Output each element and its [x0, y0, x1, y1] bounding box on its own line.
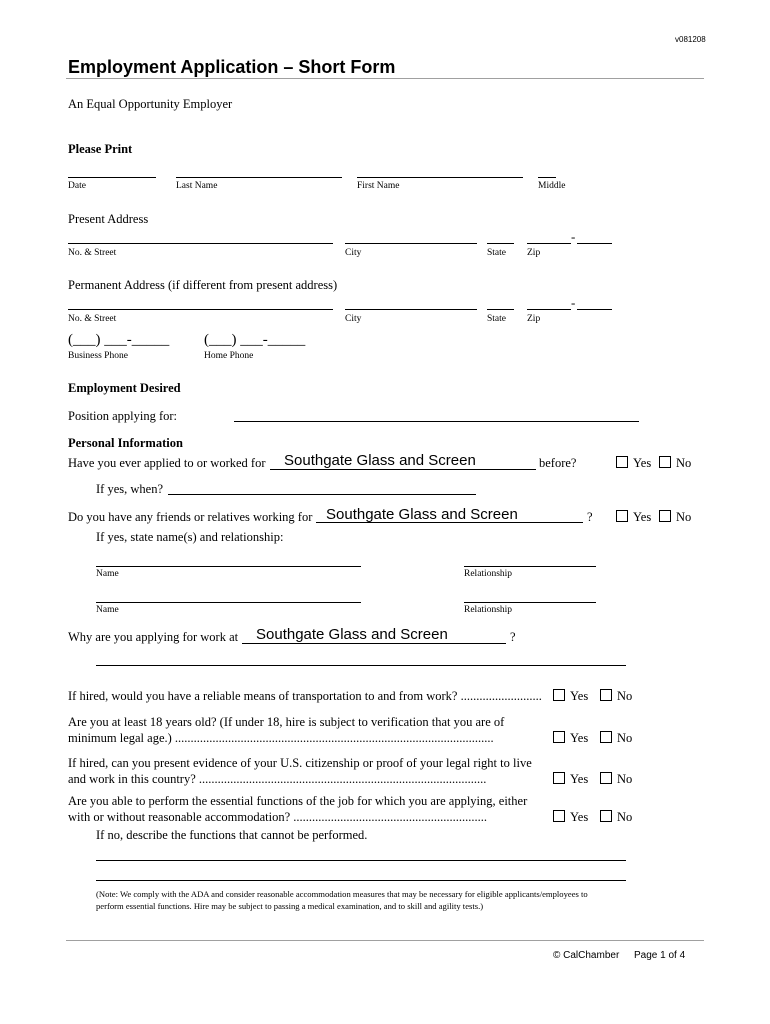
permanent-state-field[interactable] — [487, 309, 514, 310]
transport-question: If hired, would you have a reliable means of transportation to and from work? .......................... — [68, 689, 542, 703]
functions-answer-field-1[interactable] — [96, 860, 626, 861]
date-field[interactable] — [68, 177, 156, 178]
zip-dash: - — [571, 229, 576, 244]
business-phone-field[interactable]: (___) ___-_____ — [68, 332, 170, 348]
permanent-city-label: City — [345, 314, 362, 324]
functions-question-line2: with or without reasonable accommodation? .............................................................. — [68, 810, 488, 824]
version-code: v081208 — [675, 35, 706, 44]
if-yes-state-label: If yes, state name(s) and relationship: — [96, 530, 284, 544]
relative-name-field-2[interactable] — [96, 602, 361, 603]
footer-page-number: Page 1 of 4 — [634, 950, 686, 961]
page-title: Employment Application – Short Form — [68, 57, 396, 77]
applied-company-value[interactable]: Southgate Glass and Screen — [284, 452, 476, 469]
permanent-zip-ext-field[interactable] — [577, 309, 612, 310]
position-label: Position applying for: — [68, 409, 178, 423]
citizen-yes-label: Yes — [570, 772, 589, 786]
transport-no-checkbox[interactable] — [600, 689, 612, 701]
applied-before-question: Have you ever applied to or worked for — [68, 456, 266, 470]
permanent-state-label: State — [487, 314, 506, 324]
present-street-field[interactable] — [68, 243, 333, 244]
age-yes-checkbox[interactable] — [553, 731, 565, 743]
friends-question-mark: ? — [587, 510, 593, 524]
functions-question-line1: Are you able to perform the essential functions of the job for which you are applying, either — [68, 794, 528, 808]
functions-yes-label: Yes — [570, 810, 589, 824]
present-city-label: City — [345, 248, 362, 258]
applied-no-checkbox[interactable] — [659, 456, 671, 468]
friends-no-label: No — [676, 510, 692, 524]
present-address-heading: Present Address — [68, 212, 149, 226]
why-answer-field[interactable] — [96, 665, 626, 666]
present-zip-label: Zip — [527, 248, 541, 258]
friends-question: Do you have any friends or relatives working for — [68, 510, 313, 524]
functions-no-label: No — [617, 810, 633, 824]
present-zip-field[interactable] — [527, 243, 571, 244]
applied-yes-label: Yes — [633, 456, 652, 470]
age-yes-label: Yes — [570, 731, 589, 745]
relative-name-label-2: Name — [96, 605, 119, 615]
why-company-field[interactable] — [242, 643, 506, 644]
first-name-field[interactable] — [357, 177, 523, 178]
friends-yes-label: Yes — [633, 510, 652, 524]
friends-company-value[interactable]: Southgate Glass and Screen — [326, 506, 518, 523]
relationship-field-2[interactable] — [464, 602, 596, 603]
age-question-line2: minimum legal age.) ...................................................................................................... — [68, 731, 494, 745]
if-yes-when-field[interactable] — [168, 494, 476, 495]
please-print-heading: Please Print — [68, 142, 133, 156]
applied-yes-checkbox[interactable] — [616, 456, 628, 468]
citizen-yes-checkbox[interactable] — [553, 772, 565, 784]
personal-info-heading: Personal Information — [68, 436, 183, 450]
citizen-no-checkbox[interactable] — [600, 772, 612, 784]
citizen-no-label: No — [617, 772, 633, 786]
transport-yes-label: Yes — [570, 689, 589, 703]
before-label: before? — [539, 456, 577, 470]
functions-answer-field-2[interactable] — [96, 880, 626, 881]
applied-no-label: No — [676, 456, 692, 470]
zip-dash: - — [571, 295, 576, 310]
ada-note-line2: perform essential functions. Hire may be subject to passing a medical examination, and to skill and agility tests.) — [96, 901, 484, 911]
position-field[interactable] — [234, 421, 639, 422]
citizen-question-line2: and work in this country? ............................................................................................ — [68, 772, 487, 786]
citizen-question-line1: If hired, can you present evidence of your U.S. citizenship or proof of your legal right to live — [68, 756, 532, 770]
permanent-street-field[interactable] — [68, 309, 333, 310]
last-name-field[interactable] — [176, 177, 342, 178]
business-phone-label: Business Phone — [68, 351, 128, 361]
friends-yes-checkbox[interactable] — [616, 510, 628, 522]
title-divider — [66, 78, 704, 79]
relative-name-label-1: Name — [96, 569, 119, 579]
subtitle: An Equal Opportunity Employer — [68, 97, 233, 111]
why-question-mark: ? — [510, 630, 516, 644]
last-name-label: Last Name — [176, 181, 218, 191]
relative-name-field-1[interactable] — [96, 566, 361, 567]
home-phone-label: Home Phone — [204, 351, 254, 361]
footer-divider — [66, 940, 704, 941]
transport-yes-checkbox[interactable] — [553, 689, 565, 701]
middle-label: Middle — [538, 181, 566, 191]
date-label: Date — [68, 181, 86, 191]
transport-no-label: No — [617, 689, 633, 703]
present-city-field[interactable] — [345, 243, 477, 244]
why-applying-question: Why are you applying for work at — [68, 630, 239, 644]
home-phone-field[interactable]: (___) ___-_____ — [204, 332, 306, 348]
middle-field[interactable] — [538, 177, 556, 178]
footer-copyright: © CalChamber — [553, 950, 620, 961]
age-no-label: No — [617, 731, 633, 745]
present-state-field[interactable] — [487, 243, 514, 244]
first-name-label: First Name — [357, 181, 400, 191]
employment-desired-heading: Employment Desired — [68, 381, 181, 395]
applied-company-field[interactable] — [270, 469, 536, 470]
present-zip-ext-field[interactable] — [577, 243, 612, 244]
relationship-field-1[interactable] — [464, 566, 596, 567]
ada-note-line1: (Note: We comply with the ADA and consider reasonable accommodation measures that may be necessary for eligible applicants/employees to — [96, 889, 588, 899]
age-no-checkbox[interactable] — [600, 731, 612, 743]
present-street-label: No. & Street — [68, 248, 117, 258]
functions-no-checkbox[interactable] — [600, 810, 612, 822]
permanent-zip-label: Zip — [527, 314, 541, 324]
why-company-value[interactable]: Southgate Glass and Screen — [256, 626, 448, 643]
permanent-street-label: No. & Street — [68, 314, 117, 324]
if-yes-when-label: If yes, when? — [96, 482, 163, 496]
friends-no-checkbox[interactable] — [659, 510, 671, 522]
present-state-label: State — [487, 248, 506, 258]
permanent-city-field[interactable] — [345, 309, 477, 310]
age-question-line1: Are you at least 18 years old? (If under 18, hire is subject to verification that you are of — [68, 715, 505, 729]
relationship-label-1: Relationship — [464, 569, 513, 579]
if-no-describe-label: If no, describe the functions that cannot be performed. — [96, 828, 368, 842]
permanent-zip-field[interactable] — [527, 309, 571, 310]
functions-yes-checkbox[interactable] — [553, 810, 565, 822]
relationship-label-2: Relationship — [464, 605, 513, 615]
permanent-address-heading: Permanent Address (if different from present address) — [68, 278, 338, 292]
